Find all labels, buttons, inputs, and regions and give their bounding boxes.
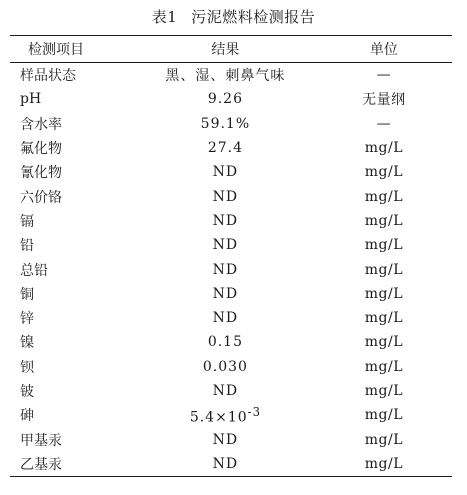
row-result: ND [212,237,239,254]
row-unit: mg/L [316,452,452,477]
row-item: 砷 [20,408,34,425]
row-unit: mg/L [364,358,404,375]
row-item: 氟化物 [20,141,62,158]
row-item: 六价铬 [20,189,62,206]
row-result: 黑、湿、刺鼻气味 [165,68,286,85]
row-result [135,403,316,427]
table-row [10,427,452,451]
row-unit: mg/L [364,261,404,278]
table-row [10,136,452,160]
row-unit: — [376,67,392,84]
row-unit: mg/L [364,334,404,351]
row-result: 0.030 [202,358,248,375]
table-row [10,63,452,88]
row-result: ND [212,383,239,399]
header-item: 检测项目 [10,36,135,63]
row-unit: mg/L [364,188,404,205]
row-unit: mg/L [364,310,404,327]
row-item: 氰化物 [20,165,62,182]
table-row [10,233,452,257]
row-result: ND [212,261,239,278]
row-item: 乙基汞 [10,452,135,477]
table-row [10,257,452,281]
row-unit: — [376,115,392,132]
result-exponent: -3 [247,404,261,419]
table-row [10,355,452,379]
row-result: 0.15 [207,334,243,351]
row-item: 甲基汞 [20,432,62,449]
row-item: 铜 [20,286,34,303]
table-row [10,379,452,403]
row-item: 含水率 [20,116,62,133]
row-item: 镍 [20,335,34,352]
header-unit: 单位 [316,36,452,63]
row-item: 铅 [20,238,34,255]
row-result: ND [135,452,316,477]
table-row [10,87,452,111]
table-row [10,160,452,184]
row-unit: mg/L [364,407,404,424]
report-table [10,35,452,477]
row-unit: mg/L [364,431,404,448]
row-item: 钡 [20,359,34,376]
row-unit: 无量纲 [362,92,406,109]
row-result: 27.4 [207,140,243,157]
table-row [10,282,452,306]
row-unit: mg/L [364,164,404,181]
row-result: ND [212,164,239,181]
table-row [10,209,452,233]
result-base: 5.4×10 [189,409,248,426]
row-result: ND [212,285,239,302]
table-row [10,330,452,354]
table-row [10,184,452,208]
row-item: 锌 [20,311,34,328]
table-row [10,112,452,136]
table-title: 污泥燃料检测报告 [191,8,316,26]
row-unit: mg/L [364,383,404,399]
row-result: 59.1% [200,115,251,132]
header-result: 结果 [135,36,316,63]
row-result: 9.26 [207,91,243,108]
row-result: ND [212,188,239,205]
header-row [10,36,452,63]
row-unit: mg/L [364,237,404,254]
row-result: ND [212,212,239,229]
row-item: 总铅 [20,262,48,279]
table-number: 表1 [151,8,178,26]
row-item: 铍 [20,384,34,400]
row-result: ND [212,310,239,327]
table-row [10,306,452,330]
row-item: 镉 [20,213,34,230]
row-item: pH [20,91,42,108]
row-item: 样品状态 [20,68,76,85]
row-unit: mg/L [364,140,404,157]
table-caption [0,6,467,27]
row-unit: mg/L [364,212,404,229]
table-row [10,403,452,427]
row-result: ND [212,431,239,448]
table-row [10,452,452,477]
row-unit: mg/L [364,285,404,302]
